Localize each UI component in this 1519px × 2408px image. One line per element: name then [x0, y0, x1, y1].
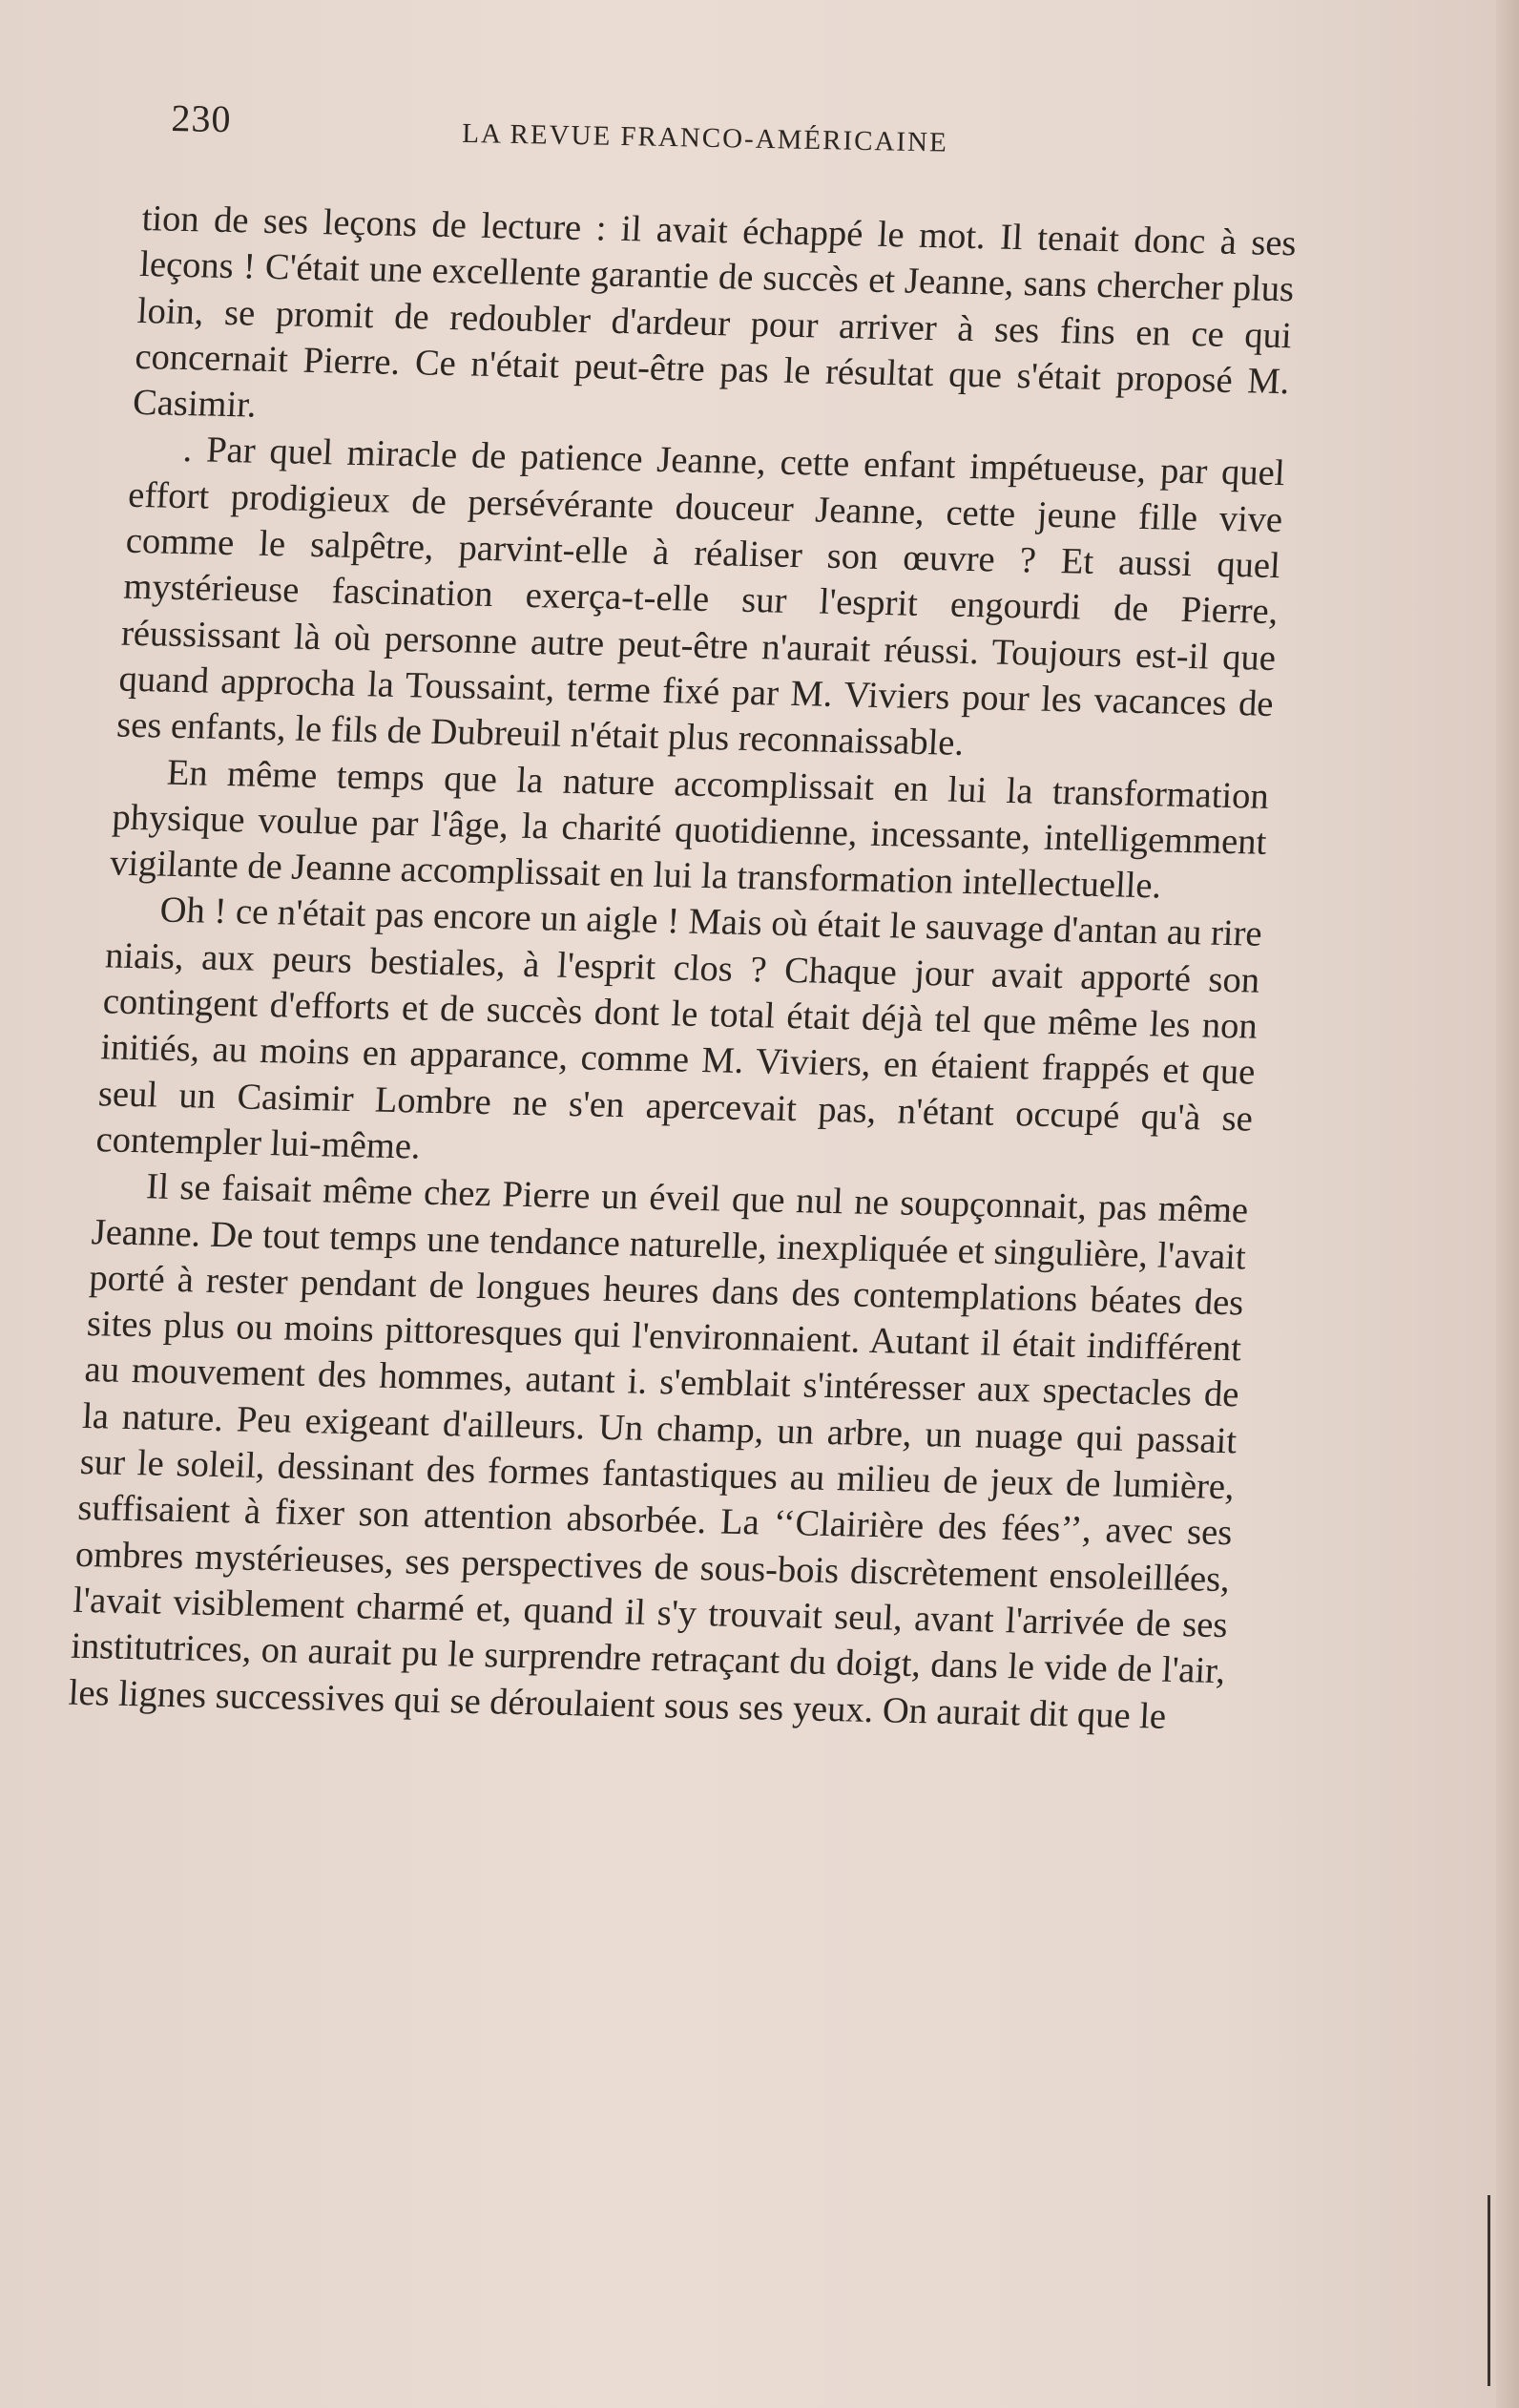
page-header	[171, 95, 1317, 184]
paragraph: En même temps que la nature accomplissait en lui la transformation physique voulue par l'âge, la charité quotidienne, incessante, intelligemment vigilante de Jeanne accomplissait en lui la transformation intellectuelle.	[109, 752, 1270, 907]
paragraph: . Par quel miracle de patience Jeanne, cette enfant impétueuse, par quel effort prodigieux de persévérante douceur Jeanne, cette jeune fille vive comme le salpêtre, parvint-elle à réaliser son œuvre ? Et aussi quel mystérieuse fascination exerça-t-elle sur l'esprit engourdi de Pierre, réussissant là où personne autre peut-être n'aurait réussi. Toujours est-il que quand approcha la Toussaint, terme fixé par M. Viviers pour les vacances de ses enfants, le fils de Dubreuil n'était plus reconnaissable.	[115, 429, 1286, 764]
page-edge-shadow	[1496, 0, 1519, 2408]
running-title: LA REVUE FRANCO-AMÉRICAINE	[461, 117, 949, 158]
paragraph: Il se faisait même chez Pierre un éveil que nul ne soupçonnait, pas même Jeanne. De tout temps une tendance naturelle, inexpliquée et singulière, l'avait porté à rester pendant de longues heures dans des contemplations béates des sites plus ou moins pittoresques qui l'environnaient. Autant il était indifférent au mouvement des hommes, autant i. s'emblait s'intéresser aux spectacles de la nature. Peu exigeant d'ailleurs. Un champ, un arbre, un nuage qui passait sur le soleil, dessinant des formes fantastiques au milieu de jeux de lumière, suffisaient à fixer son attention absorbée. La ‘‘Clairière des fées’’, avec ses ombres mystérieuses, ses perspectives de sous-bois discrètement ensoleillées, l'avait visiblement charmé et, quand il s'y trouvait seul, avant l'arrivée de ses institutrices, on aurait pu le surprendre retraçant du doigt, dans le vide de l'air, les lignes successives qui se déroulaient sous ses yeux. On aurait dit que le	[67, 1166, 1250, 1737]
paragraph: Oh ! ce n'était pas encore un aigle ! Mais où était le sauvage d'antan au rire niais, aux peurs bestiales, à l'esprit clos ? Chaque jour avait apporté son contingent d'efforts et de succès dont le total était déjà tel que même les non initiés, au moins en apparance, comme M. Viviers, en étaient frappés et que seul un Casimir Lombre ne s'en apercevait pas, n'étant occupé qu'à se contempler lui-même.	[94, 890, 1263, 1167]
page-number: 230	[171, 95, 232, 141]
binding-line	[1488, 2195, 1490, 2386]
paragraph: tion de ses leçons de lecture : il avait échappé le mot. Il tenait donc à ses leçons ! C'était une excellente garantie de succès et Jeanne, sans chercher plus loin, se promit de redoubler d'ardeur pour arriver à ses fins en ce qui concernait Pierre. Ce n'était peut-être pas le résultat que s'était proposé M. Casimir.	[132, 198, 1298, 426]
body-text	[68, 196, 1298, 1741]
